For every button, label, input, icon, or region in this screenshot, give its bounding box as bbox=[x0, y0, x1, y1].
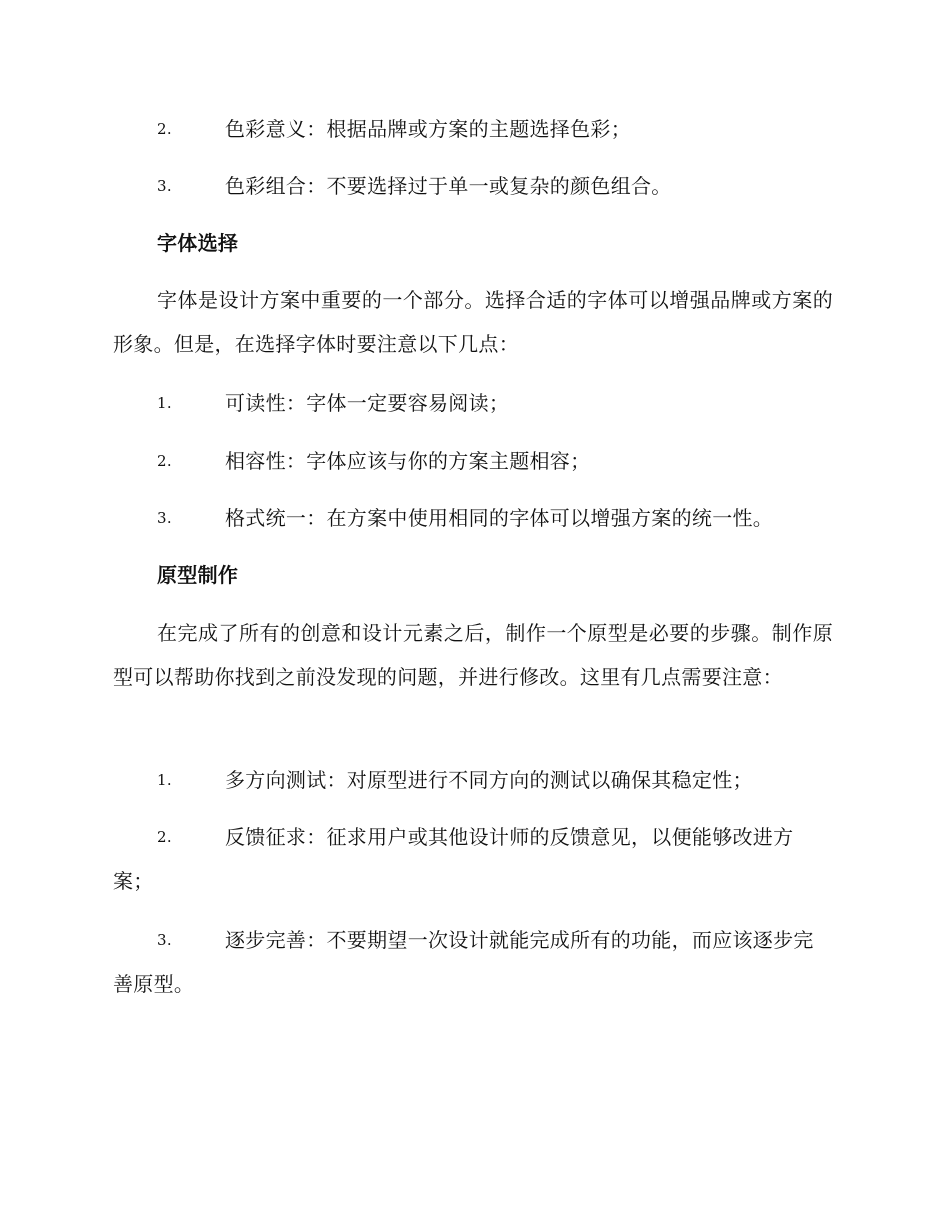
list-item bbox=[113, 381, 833, 425]
list-item bbox=[113, 439, 833, 483]
list-number: 3. bbox=[157, 177, 172, 195]
list-number: 1. bbox=[157, 771, 172, 789]
list-number: 2. bbox=[157, 828, 172, 846]
list-text: 可读性：字体一定要容易阅读； bbox=[225, 391, 510, 415]
list-item bbox=[113, 164, 833, 208]
list-number: 3. bbox=[157, 509, 172, 527]
list-number: 2. bbox=[157, 120, 172, 138]
section-paragraph-font: 字体是设计方案中重要的一个部分。选择合适的字体可以增强品牌或方案的形象。但是，在选择字体时要注意以下几点： bbox=[113, 288, 833, 356]
list-text: 多方向测试：对原型进行不同方向的测试以确保其稳定性； bbox=[225, 768, 753, 792]
section-heading-prototype: 原型制作 bbox=[157, 563, 239, 587]
list-item bbox=[113, 815, 833, 903]
list-number: 2. bbox=[157, 452, 172, 470]
list-text: 色彩组合：不要选择过于单一或复杂的颜色组合。 bbox=[225, 174, 672, 198]
list-item bbox=[113, 496, 833, 540]
list-number: 3. bbox=[157, 931, 172, 949]
list-item bbox=[113, 758, 833, 802]
section-paragraph-prototype: 在完成了所有的创意和设计元素之后，制作一个原型是必要的步骤。制作原型可以帮助你找到之前没发现的问题，并进行修改。这里有几点需要注意： bbox=[113, 621, 833, 689]
list-item bbox=[113, 918, 833, 1006]
list-number: 1. bbox=[157, 394, 172, 412]
list-text: 色彩意义：根据品牌或方案的主题选择色彩； bbox=[225, 117, 631, 141]
list-text: 格式统一：在方案中使用相同的字体可以增强方案的统一性。 bbox=[225, 506, 774, 530]
list-text: 反馈征求：征求用户或其他设计师的反馈意见，以便能够改进方案； bbox=[113, 825, 794, 893]
list-item bbox=[113, 107, 833, 151]
section-heading-font: 字体选择 bbox=[157, 231, 239, 255]
list-text: 逐步完善：不要期望一次设计就能完成所有的功能，而应该逐步完善原型。 bbox=[113, 928, 814, 996]
list-text: 相容性：字体应该与你的方案主题相容； bbox=[225, 449, 591, 473]
